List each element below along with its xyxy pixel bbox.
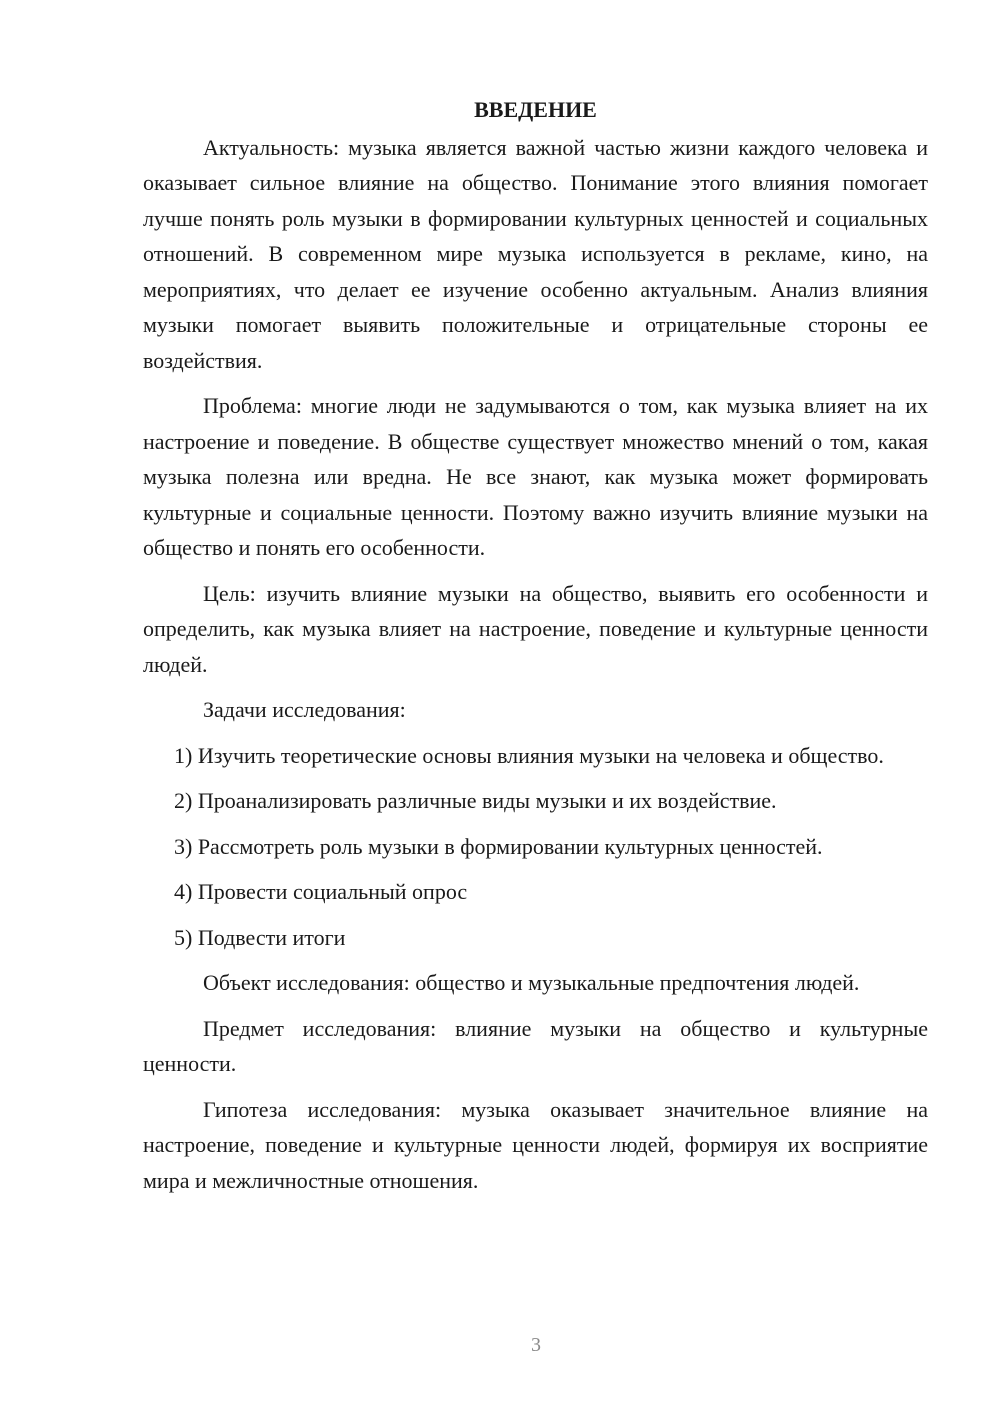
task-item: 1) Изучить теоретические основы влияния музыки на человека и общество. bbox=[174, 742, 884, 768]
problem-paragraph: Проблема: многие люди не задумываются о том, как музыка влияет на их настроение и поведение. В обществе существует множество мнений о том, какая музыка полезна или вредна. Не все знают, как музыка может формировать культурные и социальные ценности. Поэтому важно изучить влияние музыки на общество и понять его особенности. bbox=[143, 393, 928, 560]
page-number: 3 bbox=[531, 1334, 541, 1356]
task-item: 3) Рассмотреть роль музыки в формировании культурных ценностей. bbox=[174, 833, 823, 859]
task-item: 4) Провести социальный опрос bbox=[174, 879, 468, 904]
hypothesis-paragraph: Гипотеза исследования: музыка оказывает значительное влияние на настроение, поведение и культурные ценности людей, формируя их восприятие мира и межличностные отношения. bbox=[143, 1096, 928, 1193]
task-item: 5) Подвести итоги bbox=[174, 924, 346, 950]
section-heading: ВВЕДЕНИЕ bbox=[474, 97, 597, 122]
subject-paragraph: Предмет исследования: влияние музыки на общество и культурные ценности. bbox=[143, 1015, 928, 1076]
task-item: 2) Проанализировать различные виды музыки и их воздействие. bbox=[174, 788, 777, 813]
tasks-heading: Задачи исследования: bbox=[203, 697, 406, 722]
page-content bbox=[143, 92, 928, 1208]
relevance-paragraph: Актуальность: музыка является важной частью жизни каждого человека и оказывает сильное влияние на общество. Понимание этого влияния помогает лучше понять роль музыки в формировании культурных ценностей и социальных отношений. В современном мире музыка используется в рекламе, кино, на мероприятиях, что делает ее изучение особенно актуальным. Анализ влияния музыки помогает выявить положительные и отрицательные стороны ее воздействия. bbox=[143, 134, 928, 373]
goal-paragraph: Цель: изучить влияние музыки на общество, выявить его особенности и определить, как музыка влияет на настроение, поведение и культурные ценности людей. bbox=[143, 580, 928, 677]
object-paragraph: Объект исследования: общество и музыкальные предпочтения людей. bbox=[203, 970, 860, 995]
